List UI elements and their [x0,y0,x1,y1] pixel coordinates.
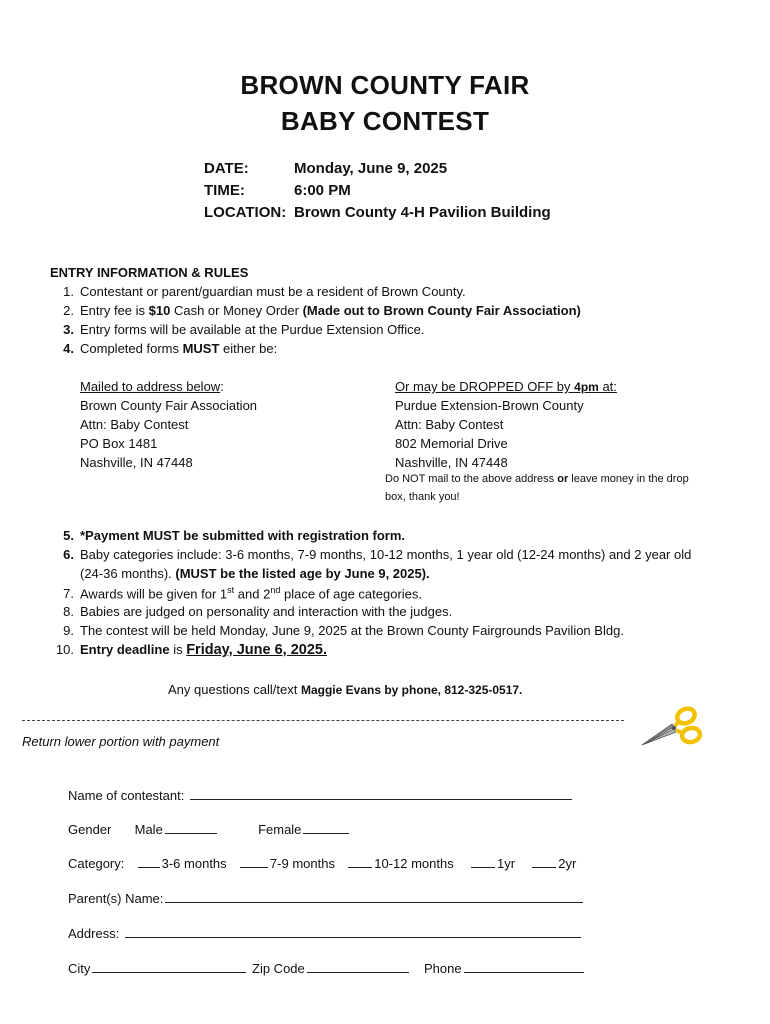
rule-text: Cash or Money Order [170,303,303,318]
category-2yr-field[interactable] [532,855,556,868]
parents-row [68,890,585,906]
rule-number: 3. [63,322,74,337]
title-line-2: BABY CONTEST [280,106,490,136]
rule-2 [50,303,581,318]
rule-number: 5. [63,528,74,543]
address-field[interactable] [125,925,581,938]
rule-text: Contestant or parent/guardian must be a resident of Brown County. [80,284,466,299]
rule-number: 9. [63,623,74,638]
rule-text: either be: [219,341,278,356]
date-value: Monday, June 9, 2025 [294,160,448,177]
category-label: Category: [68,856,125,871]
mail-line-4: Nashville, IN 47448 [80,455,193,470]
drop-heading: Or may be DROPPED OFF by 4pm at: [395,379,617,394]
address-label: Address: [68,926,120,941]
phone-field[interactable] [464,960,584,973]
mail-line-2: Attn: Baby Contest [80,417,189,432]
name-field[interactable] [190,787,572,800]
payee-note: (Made out to Brown County Fair Association) [302,303,581,318]
rule-text: Entry fee is [80,303,149,318]
rule-1 [50,284,466,299]
rule-number: 1. [63,284,74,299]
zip-field[interactable] [307,960,409,973]
category-3-6-label: 3-6 months [161,856,227,871]
category-7-9-label: 7-9 months [269,856,335,871]
rule-number: 7. [63,586,74,602]
rule-text: Entry forms will be available at the Purdue Extension Office. [80,322,425,337]
rule-number: 4. [63,341,74,356]
phone-label: Phone [424,961,462,976]
mail-line-1: Brown County Fair Association [80,398,258,413]
rule-number: 10. [55,642,74,657]
entry-fee: $10 [148,303,171,318]
category-1yr-label: 1yr [496,856,516,871]
rule-7: 7. Awards will be given for 1st and 2nd place of age categories. [50,585,422,601]
rule-10: 10. Entry deadline is Friday, June 6, 2025. [50,642,327,658]
title-line-1: BROWN COUNTY FAIR [240,70,530,100]
drop-line-4: Nashville, IN 47448 [395,455,508,470]
return-note: Return lower portion with payment [22,734,220,749]
male-label: Male [134,822,163,837]
drop-line-3: 802 Memorial Drive [395,436,508,451]
city-field[interactable] [92,960,246,973]
name-row [68,787,574,803]
drop-line-2: Attn: Baby Contest [395,417,504,432]
rule-6 [50,547,691,562]
rule-text: Babies are judged on personality and interaction with the judges. [80,604,453,619]
category-7-9-field[interactable] [240,855,268,868]
entry-deadline-date: Friday, June 6, 2025. [186,642,327,658]
category-10-12-label: 10-12 months [374,856,454,871]
rule-number: 8. [63,604,74,619]
rule-4 [50,341,277,356]
time-value: 6:00 PM [294,182,351,199]
gender-label: Gender [68,822,112,837]
location-value: Brown County 4-H Pavilion Building [294,204,551,221]
location-label: LOCATION: [204,204,287,221]
city-label: City [68,961,91,976]
drop-note-line-2: box, thank you! [385,491,460,503]
parents-field[interactable] [165,890,583,903]
time-label: TIME: [204,182,245,199]
rule-text: *Payment MUST be submitted with registration form. [80,528,406,543]
city-row [68,960,586,976]
date-label: DATE: [204,160,249,177]
drop-note-line-1: Do NOT mail to the above address or leave money in the drop [385,473,689,485]
category-2yr-label: 2yr [558,856,577,871]
rules-heading: ENTRY INFORMATION & RULES [50,265,249,280]
cut-line [22,720,624,721]
female-label: Female [258,822,302,837]
category-10-12-field[interactable] [348,855,372,868]
category-3-6-field[interactable] [138,855,160,868]
rule-9 [50,623,624,638]
parents-label: Parent(s) Name: [68,891,164,906]
contact-line: Any questions call/text Maggie Evans by phone, 812-325-0517. [168,682,523,697]
female-field[interactable] [303,821,349,834]
rule-text: Completed forms [80,341,183,356]
male-field[interactable] [165,821,217,834]
scissors-icon [638,704,704,750]
rule-5 [50,528,405,543]
gender-row [68,821,351,837]
mail-line-3: PO Box 1481 [80,436,158,451]
rule-6-continued: (24-36 months). (MUST be the listed age by June 9, 2025). [80,566,430,581]
name-label: Name of contestant: [68,788,185,803]
must-emphasis: MUST [182,341,220,356]
rule-8 [50,604,452,619]
address-row [68,925,583,941]
drop-line-1: Purdue Extension-Brown County [395,398,584,413]
zip-label: Zip Code [252,961,305,976]
rule-text: Baby categories include: 3-6 months, 7-9 months, 10-12 months, 1 year old (12-24 months) and 2 year old [80,547,692,562]
rule-3 [50,322,424,337]
rule-text: The contest will be held Monday, June 9, 2025 at the Brown County Fairgrounds Pavilion Bldg. [80,623,624,638]
category-row [68,855,576,871]
rule-number: 6. [63,547,74,562]
rule-number: 2. [63,303,74,318]
mail-heading: Mailed to address below: [80,379,224,394]
category-1yr-field[interactable] [471,855,495,868]
